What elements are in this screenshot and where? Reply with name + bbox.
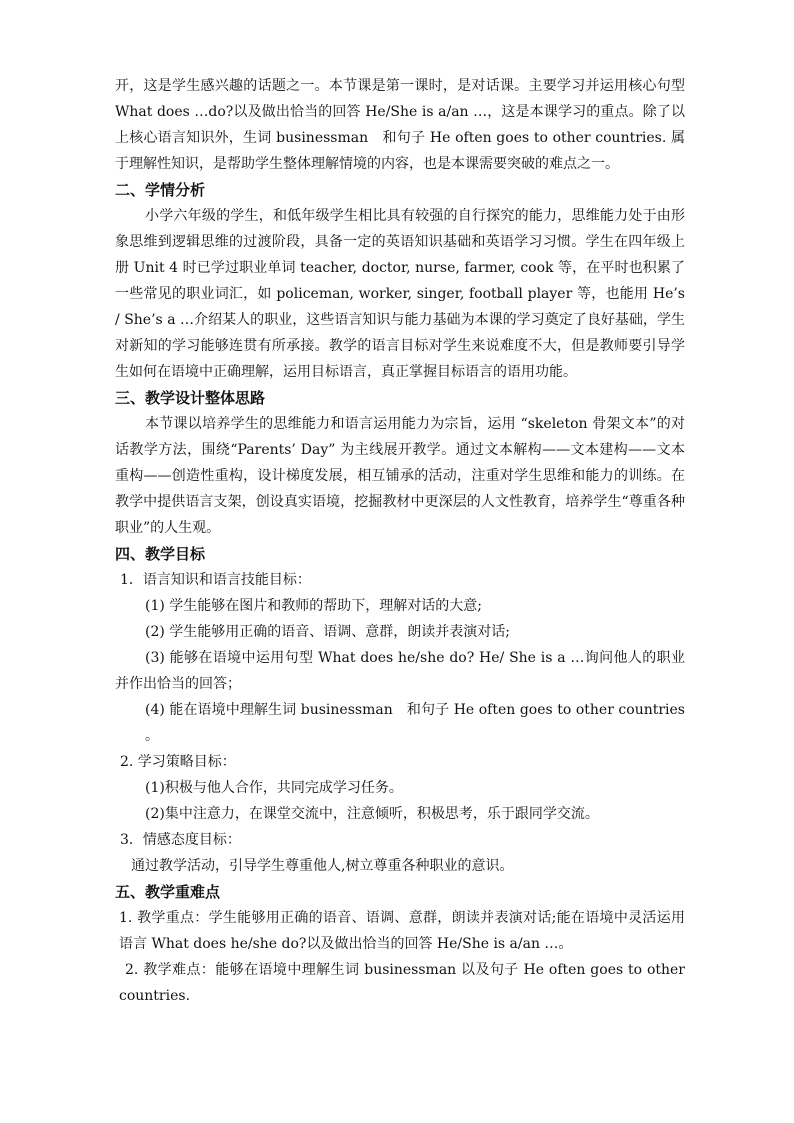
section-heading-keypoints: 五、教学重难点 — [115, 883, 221, 901]
objective-item: (4) 能在语境中理解生词 businessman 和句子 He often goes to other countries 。 — [145, 702, 685, 744]
objective-item: (3) 能够在语境中运用句型 What does he/she do? He/ She is a …询问他人的职业并作出恰当的回答； — [115, 650, 685, 692]
objective-group-3: 3．情感态度目标： — [120, 832, 241, 848]
keypoint-focus: 1. 教学重点：学生能够用正确的语音、语调、意群，朗读并表演对话;能在语境中灵活运用语言 What does he/she do?以及做出恰当的回答 He/She is a/an …。 — [119, 910, 685, 952]
objective-group-2: 2. 学习策略目标： — [120, 754, 236, 770]
intro-paragraph: 开，这是学生感兴趣的话题之一。本节课是第一课时，是对话课。主要学习并运用核心句型 What does …do?以及做出恰当的回答 He/She is a/an …，这是本课学习的重点。除了以上核心语言知识外，生词 businessman 和句子 He often goes to other countries. 属于理解性知识，是帮助学生整体理解情境的内容，也是本课需要突破的难点之一。 — [115, 78, 685, 172]
objective-emotion-text: 通过教学活动，引导学生尊重他人,树立尊重各种职业的意识。 — [131, 858, 514, 874]
objective-item: (2)集中注意力，在课堂交流中，注意倾听，积极思考，乐于跟同学交流。 — [145, 806, 599, 822]
section-heading-objectives: 四、教学目标 — [115, 545, 206, 563]
objective-item: (1)积极与他人合作，共同完成学习任务。 — [145, 780, 403, 796]
objective-group-1: 1．语言知识和语言技能目标： — [120, 572, 311, 588]
design-paragraph: 本节课以培养学生的思维能力和语言运用能力为宗旨，运用 “skeleton 骨架文本”的对话教学方法，围绕“Parents’ Day” 为主线展开教学。通过文本解构——文本建构——文本重构——创造性重构，设计梯度发展，相互铺承的活动，注重对学生思维和能力的训练。在教学中提供语言支架，创设真实语境，挖掘教材中更深层的人文性教育，培养学生“尊重各种职业”的人生观。 — [115, 416, 685, 536]
analysis-paragraph: 小学六年级的学生，和低年级学生相比具有较强的自行探究的能力，思维能力处于由形象思维到逻辑思维的过渡阶段，具备一定的英语知识基础和英语学习习惯。学生在四年级上册 Unit 4 时已学过职业单词 teacher, doctor, nurse, farmer, cook 等，在平时也积累了一些常见的职业词汇，如 policeman, worker, singer, football player 等，也能用 He’s / She’s a …介绍某人的职业，这些语言知识与能力基础为本课的学习奠定了良好基础，学生对新知的学习能够连贯有所承接。教学的语言目标对学生来说难度不大，但是教师要引导学生如何在语境中正确理解，运用目标语言，真正掌握目标语言的语用功能。 — [115, 208, 685, 380]
keypoint-difficulty: 2. 教学难点：能够在语境中理解生词 businessman 以及句子 He often goes to other countries. — [119, 962, 685, 1004]
section-heading-design: 三、教学设计整体思路 — [115, 389, 266, 407]
section-heading-analysis: 二、学情分析 — [115, 181, 206, 199]
document-body — [115, 73, 685, 1009]
objective-item: (2) 学生能够用正确的语音、语调、意群，朗读并表演对话; — [145, 624, 510, 640]
objective-item: (1) 学生能够在图片和教师的帮助下，理解对话的大意; — [145, 598, 482, 614]
